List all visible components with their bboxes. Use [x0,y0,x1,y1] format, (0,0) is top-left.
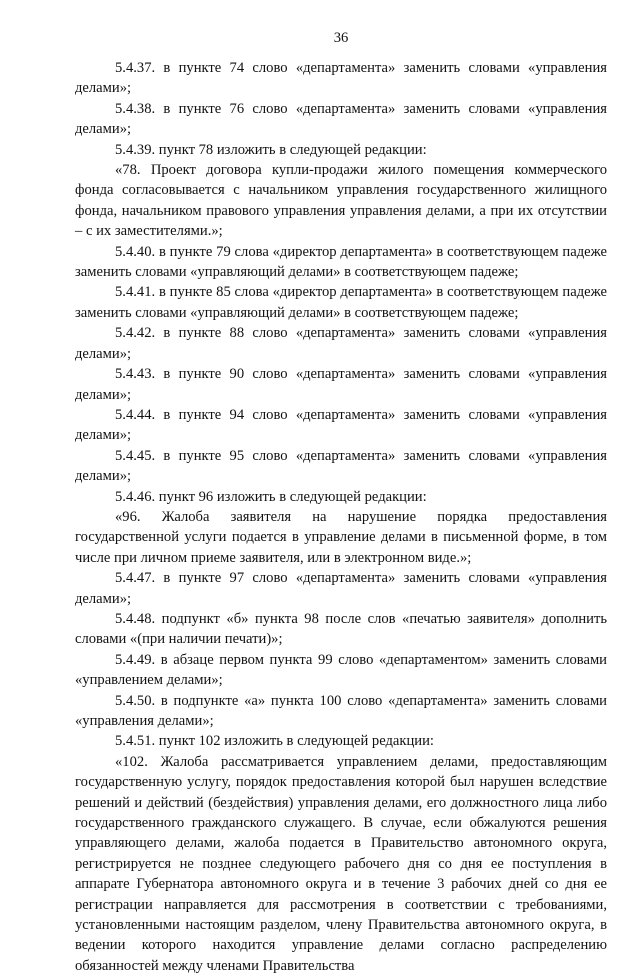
paragraph-5-4-39: 5.4.39. пункт 78 изложить в следующей редакции: [115,141,427,158]
paragraph-5-4-46: 5.4.46. пункт 96 изложить в следующей редакции: [115,488,427,505]
paragraph-5-4-48: 5.4.48. подпункт «б» пункта 98 после слов «печатью заявителя» дополнить словами «(при наличии печати)»; [75,610,607,648]
paragraph-5-4-47: 5.4.47. в пункте 97 слово «департамента» заменить словами «управления делами»; [75,570,607,607]
paragraph-quote-96: «96. Жалоба заявителя на нарушение порядка предоставления государственной услуги подается в управление делами в письменной форме, в том числе при личном приеме заявителя, или в электронном виде.»; [75,508,607,566]
paragraph-5-4-41: 5.4.41. в пункте 85 слова «директор департамента» в соответствующем падеже заменить словами «управляющий делами» в соответствующем падеже; [75,284,607,321]
paragraph-5-4-38: 5.4.38. в пункте 76 слово «департамента» заменить словами «управления делами»; [75,100,607,138]
paragraph-5-4-43: 5.4.43. в пункте 90 слово «департамента» заменить словами «управления делами»; [75,366,607,403]
paragraph-quote-78: «78. Проект договора купли-продажи жилого помещения коммерческого фонда согласовывается с начальником управления государственного жилищного фонда, начальником правового управления управления делами, а при их отсутствии – с их заместителями.»; [75,162,607,240]
document-page [75,28,607,976]
page-number: 36 [333,30,349,46]
paragraph-5-4-42: 5.4.42. в пункте 88 слово «департамента» заменить словами «управления делами»; [75,325,607,362]
document-body [75,58,607,976]
paragraph-5-4-40: 5.4.40. в пункте 79 слова «директор департамента» в соответствующем падеже заменить словами «управляющий делами» в соответствующем падеже; [75,243,607,281]
paragraph-5-4-37: 5.4.37. в пункте 74 слово «департамента» заменить словами «управления делами»; [75,60,607,97]
paragraph-5-4-50: 5.4.50. в подпункте «а» пункта 100 слово «департамента» заменить словами «управления делами»; [75,692,607,729]
paragraph-5-4-45: 5.4.45. в пункте 95 слово «департамента» заменить словами «управления делами»; [75,447,607,485]
paragraph-quote-102: «102. Жалоба рассматривается управлением делами, предоставляющим государственную услугу, порядок предоставления которой был нарушен вследствие решений и действий (бездействия) управления делами, его должностного лица либо государственного гражданского служащего. В случае, если обжалуются решения управляющего делами, жалоба подается в Правительство автономного округа, регистрируется не позднее следующего рабочего дня со дня ее поступления в аппарате Губернатора автономного округа и в течение 3 рабочих дней со дня ее регистрации направляется для рассмотрения в соответствии с требованиями, установленными настоящим разделом, члену Правительства автономного округа, в ведении которого находится управление делами согласно распределению обязанностей между членами Правительства [75,753,607,974]
paragraph-5-4-49: 5.4.49. в абзаце первом пункта 99 слово «департаментом» заменить словами «управлением делами»; [75,651,607,689]
paragraph-5-4-51: 5.4.51. пункт 102 изложить в следующей редакции: [115,733,434,750]
paragraph-5-4-44: 5.4.44. в пункте 94 слово «департамента» заменить словами «управления делами»; [75,406,607,444]
